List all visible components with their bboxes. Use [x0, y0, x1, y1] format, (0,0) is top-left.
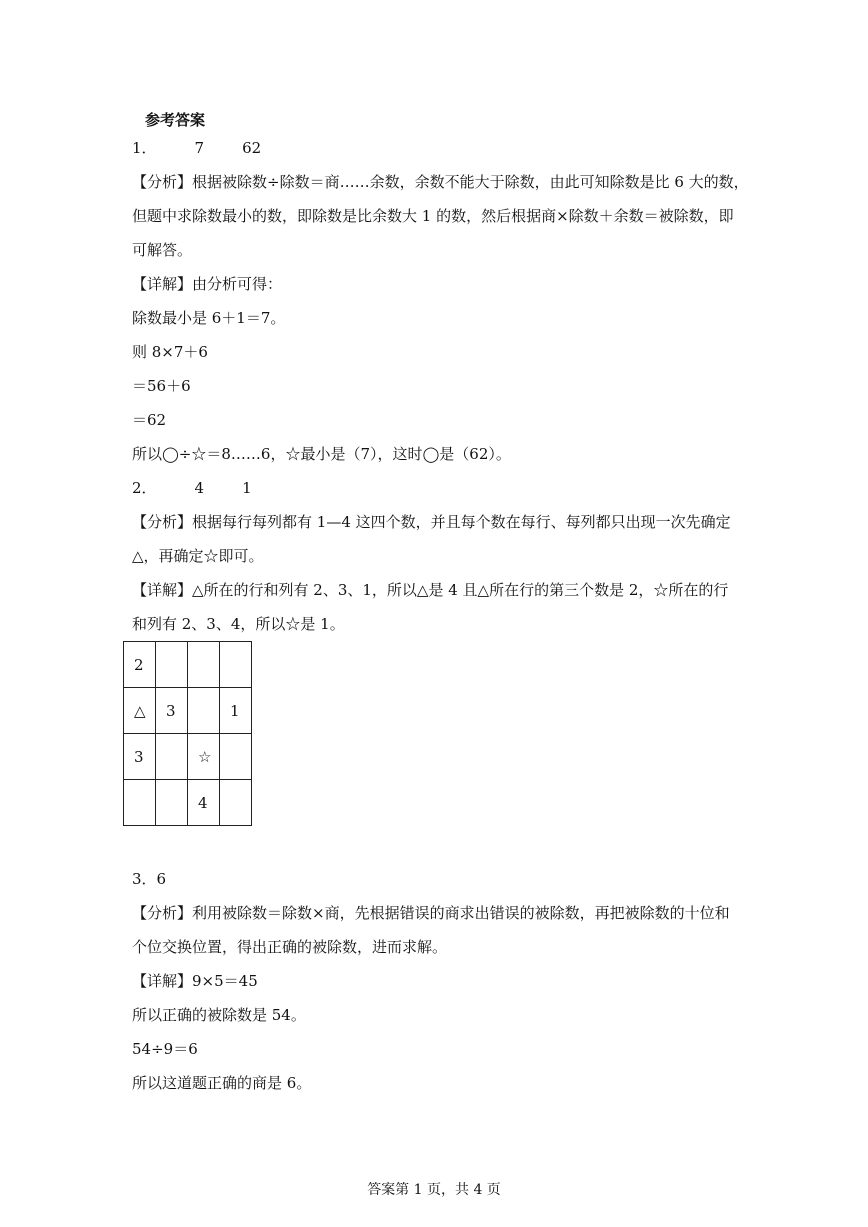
grid-cell: △ — [124, 688, 156, 734]
grid-cell — [156, 642, 188, 688]
q1-detail-line-2: 除数最小是 6＋1＝7。 — [132, 309, 286, 327]
q1-answer-2: 62 — [242, 139, 262, 157]
grid-row — [124, 688, 252, 734]
q3-detail-line-4: 所以这道题正确的商是 6。 — [132, 1074, 312, 1092]
q2-answer-1: 4 — [194, 479, 205, 497]
q1-detail-line-3: 则 8×7＋6 — [132, 343, 208, 361]
q1-analysis-line-1: 【分析】根据被除数÷除数＝商……余数，余数不能大于除数，由此可知除数是比 6 大的数， — [132, 173, 749, 191]
q2-number: 2． — [132, 479, 157, 497]
page-footer: 答案第 1 页，共 4 页 — [367, 1182, 501, 1198]
q3-answer-line: 3．6 — [132, 870, 167, 888]
q2-analysis-line-1: 【分析】根据每行每列都有 1—4 这四个数，并且每个数在每行、每列都只出现一次先确定 — [132, 513, 731, 531]
q2-answer-line — [132, 478, 252, 498]
grid-cell: 4 — [188, 780, 220, 826]
q3-analysis-line-2: 个位交换位置，得出正确的被除数，进而求解。 — [132, 938, 448, 956]
q1-number: 1． — [132, 139, 157, 157]
q1-detail-line-6: 所以◯÷☆＝8……6，☆最小是（7），这时◯是（62）。 — [132, 445, 511, 463]
grid-row — [124, 780, 252, 826]
grid-cell — [124, 780, 156, 826]
q2-answer-2: 1 — [242, 479, 252, 497]
sudoku-grid — [123, 641, 252, 826]
q1-detail-line-1: 【详解】由分析可得： — [132, 275, 283, 293]
grid-cell — [220, 780, 252, 826]
q2-analysis-line-2: △，再确定☆即可。 — [132, 547, 264, 565]
q3-detail-line-3: 54÷9＝6 — [132, 1040, 198, 1058]
page-title: 参考答案 — [145, 111, 206, 129]
q1-analysis-line-2: 但题中求除数最小的数，即除数是比余数大 1 的数，然后根据商×除数＋余数＝被除数，即 — [132, 207, 734, 225]
q2-detail-line-1: 【详解】△所在的行和列有 2、3、1，所以△是 4 且△所在行的第三个数是 2，☆所在的行 — [132, 581, 729, 599]
q1-answer-1: 7 — [194, 139, 205, 157]
grid-cell: 1 — [220, 688, 252, 734]
grid-cell: 2 — [124, 642, 156, 688]
q1-detail-line-5: ＝62 — [132, 411, 167, 429]
q3-detail-line-1: 【详解】9×5＝45 — [132, 972, 258, 990]
grid-cell: 3 — [124, 734, 156, 780]
grid-row — [124, 734, 252, 780]
grid-cell: ☆ — [188, 734, 220, 780]
q2-detail-line-2: 和列有 2、3、4，所以☆是 1。 — [132, 615, 345, 633]
grid-cell — [220, 642, 252, 688]
grid-cell — [188, 642, 220, 688]
grid-cell — [188, 688, 220, 734]
grid-cell — [156, 734, 188, 780]
grid-cell — [156, 780, 188, 826]
grid-cell — [220, 734, 252, 780]
q3-analysis-line-1: 【分析】利用被除数＝除数×商，先根据错误的商求出错误的被除数，再把被除数的十位和 — [132, 904, 730, 922]
q3-detail-line-2: 所以正确的被除数是 54。 — [132, 1006, 306, 1024]
q1-answer-line — [132, 138, 261, 158]
q1-analysis-line-3: 可解答。 — [132, 241, 193, 259]
grid-cell: 3 — [156, 688, 188, 734]
q1-detail-line-4: ＝56＋6 — [132, 377, 191, 395]
grid-row — [124, 642, 252, 688]
